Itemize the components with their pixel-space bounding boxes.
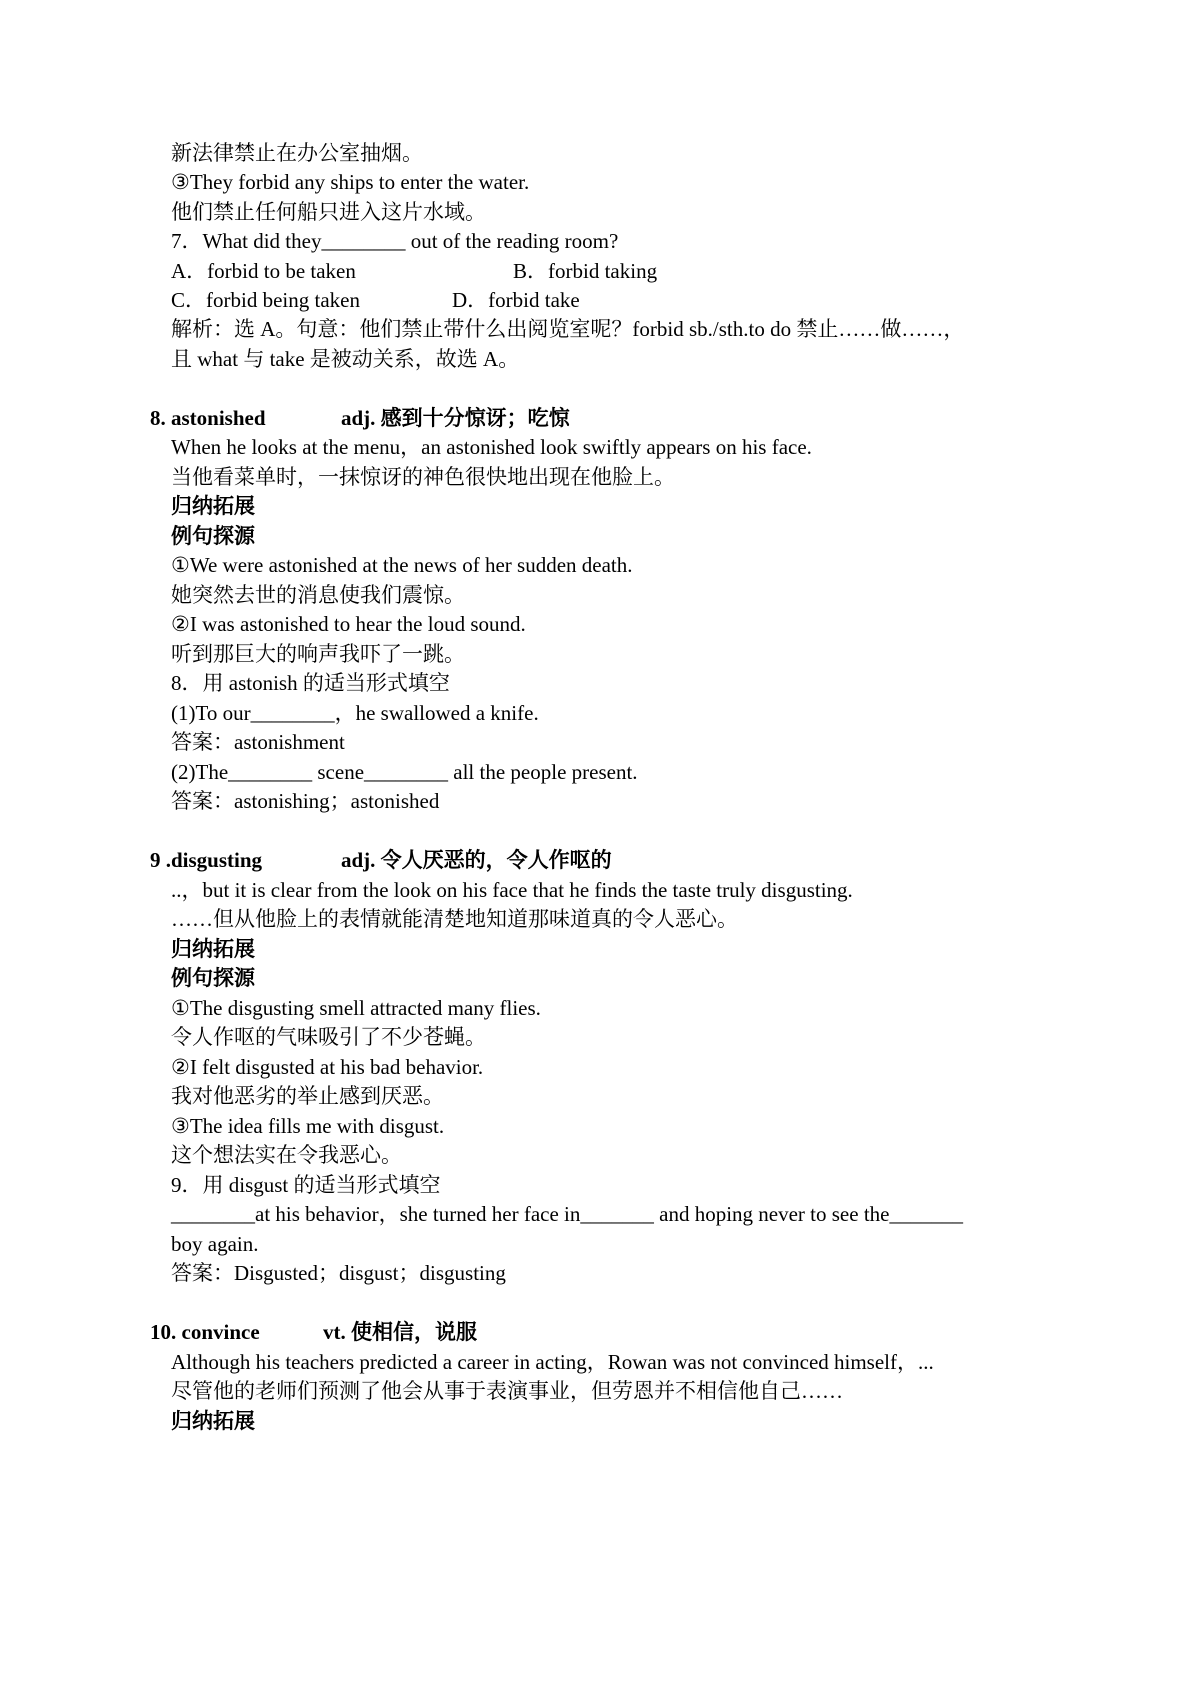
subheading-summary: 归纳拓展 [171, 1409, 255, 1433]
example-sentence: ③The idea fills me with disgust. [171, 1114, 445, 1138]
entry-definition: adj. 令人厌恶的，令人作呕的 [341, 848, 612, 872]
option-b: B．forbid taking [513, 259, 658, 283]
example-sentence: ②I was astonished to hear the loud sound. [171, 612, 526, 636]
option-c: C．forbid being taken [171, 288, 360, 312]
subheading-summary: 归纳拓展 [171, 937, 255, 961]
sentence-translation: 这个想法实在令我恶心。 [171, 1143, 402, 1167]
exercise-answer: 答案：astonishment [171, 730, 345, 754]
sentence-translation: 新法律禁止在办公室抽烟。 [171, 141, 423, 165]
entry-definition: vt. 使相信，说服 [323, 1320, 477, 1344]
example-sentence: When he looks at the menu，an astonished look swiftly appears on his face. [171, 435, 812, 459]
subheading-examples: 例句探源 [171, 966, 255, 990]
exercise-answer: 答案：astonishing；astonished [171, 789, 440, 813]
subheading-summary: 归纳拓展 [171, 494, 255, 518]
exercise-task: 8．用 astonish 的适当形式填空 [171, 671, 450, 695]
option-d: D．forbid take [452, 288, 580, 312]
subheading-examples: 例句探源 [171, 524, 255, 548]
sentence-translation: 他们禁止任何船只进入这片水域。 [171, 200, 486, 224]
exercise-question: (2)The________ scene________ all the people present. [171, 760, 638, 784]
sentence-translation: 尽管他的老师们预测了他会从事于表演事业，但劳恩并不相信他自己…… [171, 1379, 843, 1403]
exercise-question: 7．What did they________ out of the reading room? [171, 229, 619, 253]
example-sentence: ①The disgusting smell attracted many flies. [171, 996, 541, 1020]
entry-word: 9 .disgusting [150, 848, 263, 872]
exercise-question-continued: boy again. [171, 1232, 259, 1256]
option-a: A．forbid to be taken [171, 259, 356, 283]
example-sentence: Although his teachers predicted a career in acting，Rowan was not convinced himself，... [171, 1350, 934, 1374]
example-sentence: ..，but it is clear from the look on his face that he finds the taste truly disgusting. [171, 878, 853, 902]
sentence-translation: 我对他恶劣的举止感到厌恶。 [171, 1084, 444, 1108]
sentence-translation: 听到那巨大的响声我吓了一跳。 [171, 642, 465, 666]
sentence-translation: 当他看菜单时，一抹惊讶的神色很快地出现在他脸上。 [171, 465, 675, 489]
entry-definition: adj. 感到十分惊讶；吃惊 [341, 406, 570, 430]
exercise-question: ________at his behavior，she turned her face in_______ and hoping never to see the_______ [171, 1202, 963, 1226]
exercise-answer: 答案：Disgusted；disgust；disgusting [171, 1261, 506, 1285]
exercise-task: 9．用 disgust 的适当形式填空 [171, 1173, 441, 1197]
example-sentence: ②I felt disgusted at his bad behavior. [171, 1055, 484, 1079]
entry-word: 10. convince [150, 1320, 260, 1344]
sentence-translation: 她突然去世的消息使我们震惊。 [171, 583, 465, 607]
entry-word: 8. astonished [150, 406, 266, 430]
exercise-question: (1)To our________，he swallowed a knife. [171, 701, 539, 725]
example-sentence: ①We were astonished at the news of her sudden death. [171, 553, 633, 577]
sentence-translation: ……但从他脸上的表情就能清楚地知道那味道真的令人恶心。 [171, 907, 738, 931]
sentence-translation: 令人作呕的气味吸引了不少苍蝇。 [171, 1025, 486, 1049]
analysis-line-2: 且 what 与 take 是被动关系，故选 A。 [171, 347, 520, 371]
analysis-line-1: 解析：选 A。句意：他们禁止带什么出阅览室呢？forbid sb./sth.to do 禁止……做……， [171, 317, 965, 341]
example-sentence: ③They forbid any ships to enter the water. [171, 170, 530, 194]
